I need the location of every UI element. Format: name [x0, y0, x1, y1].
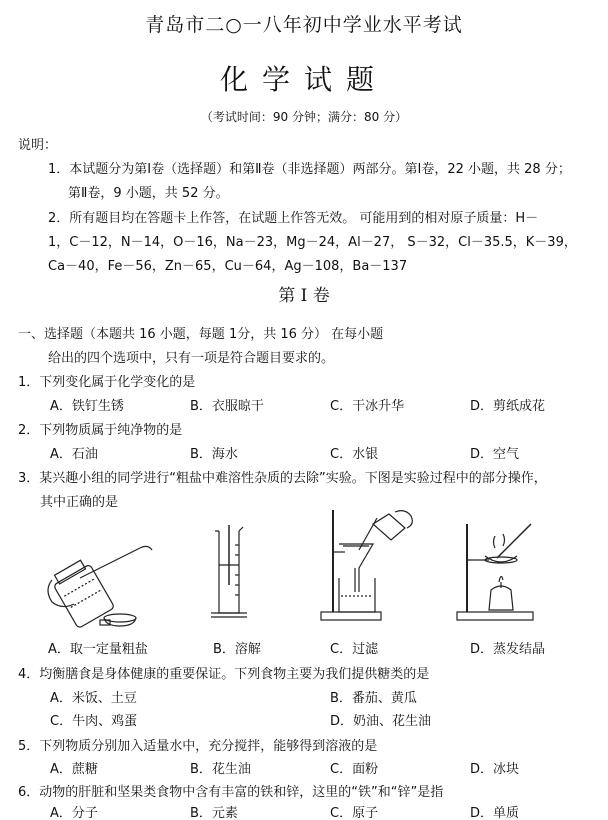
- q2-option-d[interactable]: D．空气: [470, 447, 520, 462]
- q1-option-c[interactable]: C．干冰升华: [330, 399, 405, 414]
- q3-option-a[interactable]: A．取一定量粗盐: [48, 642, 148, 657]
- q3-option-b[interactable]: B．溶解: [213, 642, 261, 657]
- q6-option-d[interactable]: D．单质: [470, 806, 520, 820]
- q6-option-a[interactable]: A．分子: [50, 806, 98, 820]
- instruction-2-line-3: Ca－40，Fe－56，Zn－65，Cu－64，Ag－108，Ba－137: [48, 259, 408, 274]
- q5-option-d[interactable]: D．冰块: [470, 762, 520, 777]
- question-1-stem: 1．下列变化属于化学变化的是: [18, 375, 196, 390]
- part-1-heading: 第 Ⅰ 卷: [278, 286, 330, 306]
- q2-option-a[interactable]: A．石油: [50, 447, 98, 462]
- q3-option-d[interactable]: D．蒸发结晶: [470, 642, 546, 657]
- instruction-2-line-1: 2．所有题目均在答题卡上作答，在试题上作答无效。 可能用到的相对原子质量：H－: [48, 211, 539, 226]
- section-1-line-1: 一、选择题（本题共 16 小题，每题 1分，共 16 分） 在每小题: [18, 327, 384, 342]
- instruction-2-line-2: 1，C－12，N－14，O－16，Na－23，Mg－24，Al－27， S－32，Cl－35.5，K－39，: [48, 235, 577, 250]
- instruction-1-line-1: 1．本试题分为第Ⅰ卷（选择题）和第Ⅱ卷（非选择题）两部分。第Ⅰ卷，22 小题，共 28 分；: [48, 162, 571, 177]
- exam-title: 青岛市二○一八年初中学业水平考试: [145, 14, 463, 36]
- q4-option-c[interactable]: C．牛肉、鸡蛋: [50, 714, 138, 729]
- figure-take-salt: [40, 540, 170, 630]
- question-4-stem: 4．均衡膳食是身体健康的重要保证。下列食物主要为我们提供糖类的是: [18, 667, 430, 682]
- q4-option-b[interactable]: B．番茄、黄瓜: [330, 691, 417, 706]
- q1-option-a[interactable]: A．铁钉生锈: [50, 399, 124, 414]
- figure-evaporation: [455, 520, 555, 626]
- q1-option-b[interactable]: B．衣服晾干: [190, 399, 264, 414]
- q6-option-b[interactable]: B．元素: [190, 806, 238, 820]
- q2-option-b[interactable]: B．海水: [190, 447, 238, 462]
- question-2-stem: 2．下列物质属于纯净物的是: [18, 423, 183, 438]
- paper-subtitle: 化学试题: [219, 63, 388, 96]
- question-6-stem: 6．动物的肝脏和坚果类食物中含有丰富的铁和锌，这里的“铁”和“锌”是指: [18, 785, 444, 800]
- q1-option-d[interactable]: D．剪纸成花: [470, 399, 546, 414]
- section-1-line-2: 给出的四个选项中，只有一项是符合题目要求的。: [48, 351, 335, 366]
- exam-note: （考试时间：90 分钟；满分：80 分）: [200, 110, 408, 124]
- figure-filtration: [315, 508, 415, 626]
- instruction-1-line-2: 第Ⅱ卷，9 小题，共 52 分。: [68, 186, 229, 201]
- q2-option-c[interactable]: C．水银: [330, 447, 379, 462]
- q3-option-c[interactable]: C．过滤: [330, 642, 379, 657]
- question-5-stem: 5．下列物质分别加入适量水中，充分搅拌，能够得到溶液的是: [18, 739, 378, 754]
- q5-option-c[interactable]: C．面粉: [330, 762, 379, 777]
- q6-option-c[interactable]: C．原子: [330, 806, 379, 820]
- figure-dissolve-cylinder: [205, 525, 255, 625]
- q5-option-a[interactable]: A．蔗糖: [50, 762, 98, 777]
- q4-option-a[interactable]: A．米饭、土豆: [50, 691, 137, 706]
- question-3-stem-line-1: 3．某兴趣小组的同学进行“粗盐中难溶性杂质的去除”实验。下图是实验过程中的部分操作，: [18, 471, 547, 486]
- question-3-stem-line-2: 其中正确的是: [40, 495, 119, 510]
- q4-option-d[interactable]: D．奶油、花生油: [330, 714, 432, 729]
- instructions-label: 说明：: [18, 138, 58, 153]
- q5-option-b[interactable]: B．花生油: [190, 762, 251, 777]
